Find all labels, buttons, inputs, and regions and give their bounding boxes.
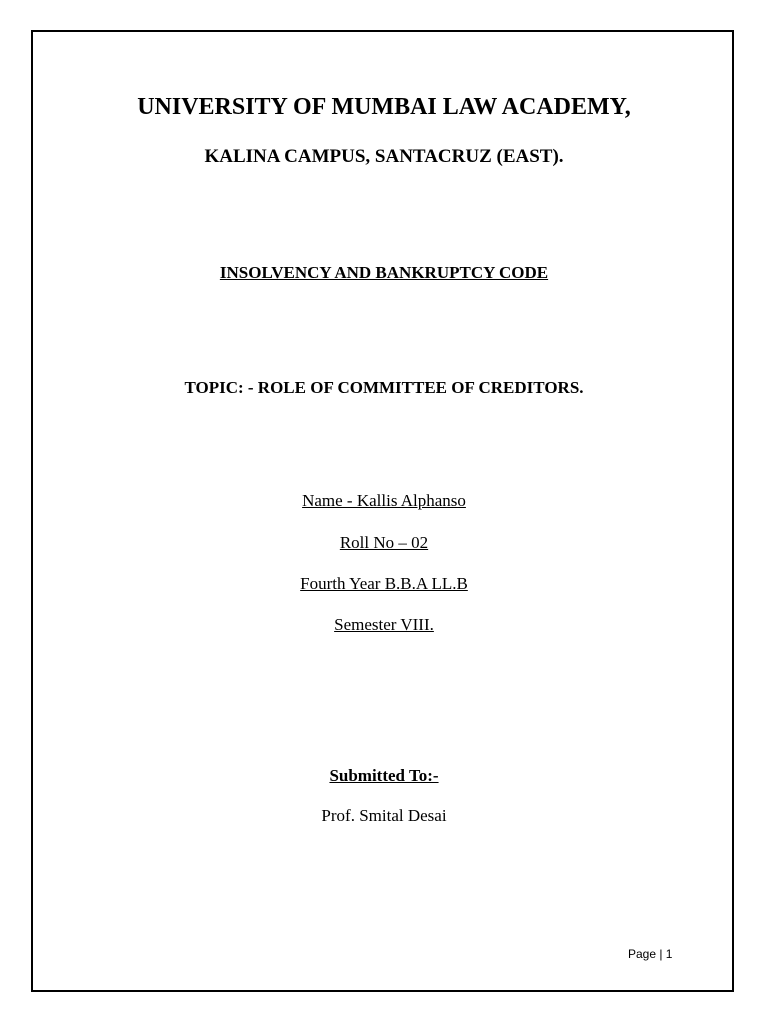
topic-heading: TOPIC: - ROLE OF COMMITTEE OF CREDITORS. [184, 378, 584, 397]
roll-number: Roll No – 02 [339, 533, 429, 552]
student-name: Name - Kallis Alphanso [302, 491, 466, 510]
subject-heading: INSOLVENCY AND BANKRUPTCY CODE [219, 263, 549, 282]
campus-title: KALINA CAMPUS, SANTACRUZ (EAST). [204, 146, 564, 167]
submitted-to-label: Submitted To:- [329, 766, 439, 785]
course-year: Fourth Year B.B.A LL.B [300, 574, 468, 593]
professor-name: Prof. Smital Desai [321, 806, 447, 825]
page-border [31, 30, 734, 992]
semester: Semester VIII. [334, 615, 434, 634]
page-number: Page | 1 [628, 947, 673, 961]
university-title: UNIVERSITY OF MUMBAI LAW ACADEMY, [137, 94, 631, 120]
